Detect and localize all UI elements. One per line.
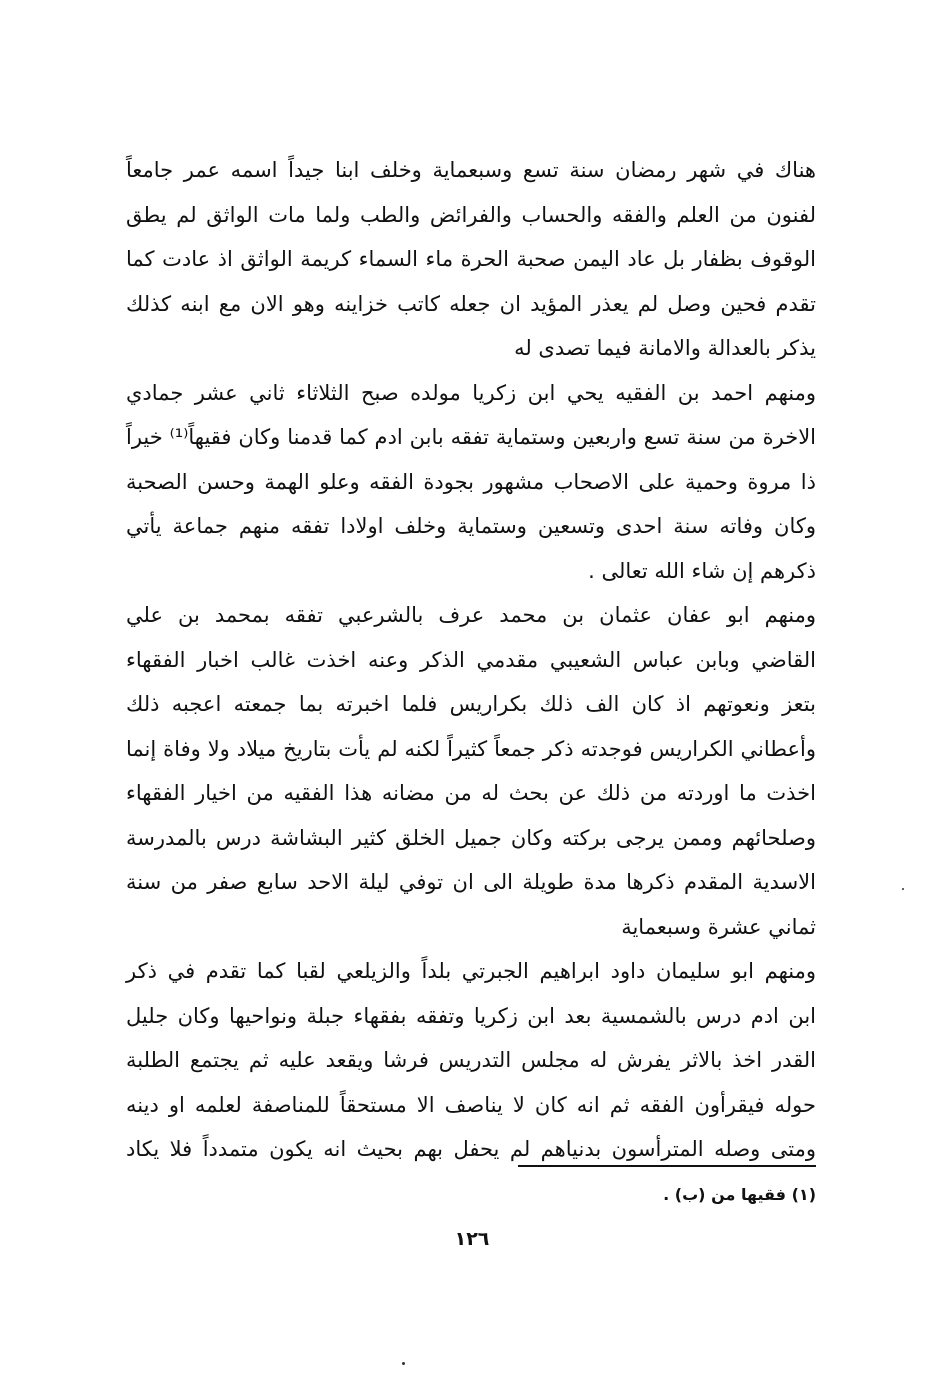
- text-line: وصلحائهم وممن يرجى بركته وكان جميل الخلق كثير البشاشة درس بالمدرسة: [126, 825, 816, 850]
- text-line: بتعز ونعوتهم اذ كان الف ذلك بكراريس فلما اخبرته بما جمعته اعجبه ذلك: [126, 692, 816, 716]
- text-line: وكان وفاته سنة احدى وتسعين وستماية وخلف اولادا تفقه منهم جماعة يأتي: [126, 514, 816, 538]
- text-line: الاسدية المقدم ذكرها مدة طويلة الى ان توفي ليلة الاحد سابع صفر من سنة: [126, 870, 816, 894]
- text-line: ومنهم احمد بن الفقيه يحي ابن زكريا مولده صبح الثلاثاء ثاني عشر جمادي: [126, 380, 816, 405]
- text-line: القدر اخذ بالاثر يفرش له مجلس التدريس فرشا ويقعد عليه ثم يجتمع الطلبة: [126, 1048, 816, 1072]
- text-line: ذا مروة وحمية على الاصحاب مشهور بجودة الفقه وعلو الهمة وحسن الصحبة: [126, 469, 816, 494]
- footnote-divider: [518, 1165, 816, 1167]
- scan-speck: [902, 888, 904, 890]
- text-line: الاخرة من سنة تسع واربعين وستماية تفقه بابن ادم كما قدمنا وكان فقيهاً⁽¹⁾ خيراً: [126, 425, 816, 449]
- text-line: ابن ادم درس بالشمسية بعد ابن زكريا وتفقه بفقهاء جبلة ونواحيها وكان جليل: [126, 1003, 816, 1028]
- text-line: تقدم فحين وصل لم يعذر المؤيد ان جعله كاتب خزاينه وهو الان مع ابنه كذلك: [126, 291, 816, 316]
- text-line: الوقوف بظفار بل عاد اليمن صحبة الحرة ماء السماء كريمة الواثق اذ عادت كما: [126, 247, 816, 271]
- text-line: اخذت ما اوردته من ذلك عن بحث له من مضانه هذا الفقيه من اخيار الفقهاء: [126, 781, 816, 805]
- text-line: القاضي وبابن عباس الشعيبي مقدمي الذكر وعنه اخذت غالب اخبار الفقهاء: [126, 647, 816, 672]
- page-number: ١٢٦: [454, 1228, 490, 1250]
- text-line: لفنون من العلم والفقه والحساب والفرائض والطب ولما مات الواثق لم يطق: [126, 202, 816, 227]
- text-line: يذكر بالعدالة والامانة فيما تصدى له: [514, 336, 816, 360]
- text-line: حوله فيقرأون الفقه ثم انه كان لا يناصف الا مستحقاً للمناصفة لعلمه او دينه: [126, 1092, 816, 1117]
- footnote: (١) فقيها من (ب) .: [663, 1185, 816, 1204]
- body-text: [126, 148, 816, 1172]
- text-line: ثماني عشرة وسبعماية: [621, 914, 816, 939]
- text-line: ذكرهم إن شاء الله تعالى .: [588, 558, 816, 583]
- text-line: وأعطاني الكراريس فوجدته ذكر جمعاً كثيراً لكنه لم يأت بتاريخ ميلاد ولا وفاة إنما: [126, 736, 816, 761]
- text-line: ومنهم ابو عفان عثمان بن محمد عرف بالشرعبي تفقه بمحمد بن علي: [126, 603, 816, 627]
- text-line: هناك في شهر رمضان سنة تسع وسبعماية وخلف ابنا جيداً اسمه عمر جامعاً: [126, 158, 816, 182]
- scan-speck: [402, 1362, 405, 1365]
- text-line: ومنهم ابو سليمان داود ابراهيم الجبرتي بلداً والزيلعي لقبا كما تقدم في ذكر: [126, 959, 816, 983]
- text-line: ومتى وصله المترأسون بدنياهم لم يحفل بهم بحيث انه يكون متمدداً فلا يكاد: [126, 1137, 816, 1161]
